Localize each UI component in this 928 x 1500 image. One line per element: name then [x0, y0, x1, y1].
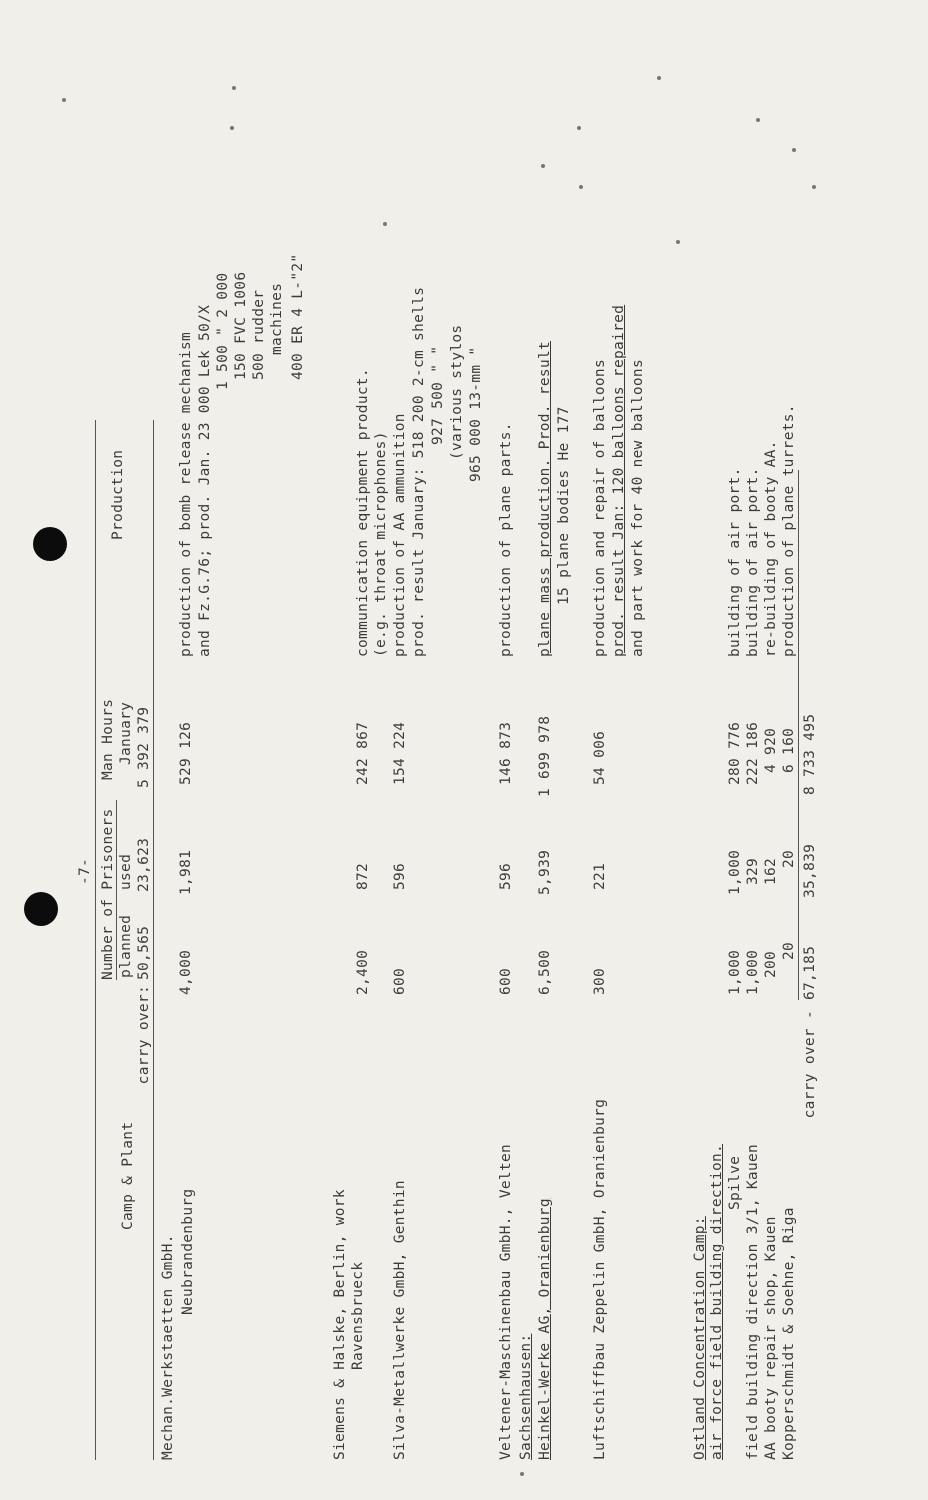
row-used: 596 — [498, 862, 514, 890]
row-production-line: 965 000 13-mm " — [468, 346, 484, 482]
row-name: Sachsenhausen: — [518, 1333, 534, 1460]
ostland-item-used: 329 — [745, 857, 761, 885]
row-planned: 300 — [592, 967, 608, 995]
ostland-item-production: building of air port. — [745, 467, 761, 657]
row-name: Silva-Metallwerke GmbH, Genthin — [392, 1180, 408, 1460]
row-name: Veltener-Maschinenbau GmbH., Velten — [498, 1143, 514, 1460]
header-bottom-rule — [153, 420, 154, 1460]
page-number: -7- — [77, 857, 93, 885]
ostland-item-hours: 280 776 — [727, 721, 743, 785]
row-planned: 4,000 — [178, 949, 194, 995]
header-used: used — [118, 853, 134, 890]
row-production-line: 400 ER 4 L-"2" — [290, 253, 306, 380]
totals-rule — [798, 470, 799, 1000]
row-name-location: Neubrandenburg — [180, 1188, 196, 1315]
header-prisoners: Number of Prisoners — [100, 808, 116, 980]
row-hours: 529 126 — [178, 721, 194, 785]
row-used: 221 — [592, 862, 608, 890]
row-hours: 146 873 — [498, 721, 514, 785]
row-planned: 6,500 — [537, 949, 553, 995]
ostland-item-planned: 1,000 — [727, 949, 743, 995]
carry-over-top-hours: 5 392 379 — [136, 706, 152, 788]
row-production-line: production of AA ammunition — [392, 413, 408, 657]
ostland-item-hours: 4 920 — [763, 727, 779, 773]
ostland-item-name: Spilve — [727, 1155, 743, 1210]
row-production-line: (e.g. throat microphones) — [373, 431, 389, 657]
row-name-location: Heinkel-Werke AG, Oranienburg — [537, 1198, 553, 1460]
ostland-title: Ostland Concentration Camp: — [692, 1216, 708, 1460]
header-man-hours: Man Hours — [100, 698, 116, 780]
ostland-subtitle: air force field building direction. — [709, 1143, 725, 1460]
row-production-line: production and repair of balloons — [592, 359, 608, 657]
row-used: 1,981 — [178, 849, 194, 895]
row-name: Luftschiffbau Zeppelin GmbH, Oranienburg — [592, 1098, 608, 1460]
row-production-line: 150 FVC 1006 — [233, 271, 249, 380]
row-used: 596 — [392, 862, 408, 890]
ostland-item-production: building of air port. — [727, 467, 743, 657]
row-production-line: and Fz.G.76; prod. Jan. 23 000 Lek 50/X — [197, 304, 213, 657]
row-planned: 2,400 — [355, 949, 371, 995]
header-production: Production — [110, 449, 126, 540]
row-production-line: production of bomb release mechanism — [178, 331, 194, 657]
row-production-line: 1 500 " 2 000 — [215, 272, 231, 390]
row-production-line: plane mass production. Prod. result — [537, 340, 553, 657]
row-production-line: machines — [269, 282, 285, 355]
ostland-item-production: production of plane turrets. — [781, 404, 797, 657]
carry-over-bottom-hours: 8 733 495 — [802, 713, 818, 795]
header-top-rule — [95, 420, 96, 1460]
row-production-line: prod. result Jan: 120 balloons repaired — [611, 304, 627, 657]
ostland-item-used: 20 — [781, 849, 797, 868]
row-planned: 600 — [498, 967, 514, 995]
ostland-item-used: 162 — [763, 857, 779, 885]
row-production-line: (various stylos — [449, 324, 465, 460]
ostland-item-name: Kopperschmidt & Soehne, Riga — [781, 1207, 797, 1460]
row-name-location: Ravensbrueck — [350, 1261, 366, 1370]
carry-over-bottom-used: 35,839 — [802, 843, 818, 898]
row-production-line: 927 500 " " — [430, 345, 446, 445]
header-planned: planned — [118, 914, 134, 978]
header-january: January — [118, 701, 134, 765]
ostland-item-planned: 200 — [763, 950, 779, 978]
ostland-item-used: 1,000 — [727, 849, 743, 895]
carry-over-top-used: 23,623 — [136, 837, 152, 892]
row-hours: 242 867 — [355, 721, 371, 785]
row-hours: 154 224 — [392, 721, 408, 785]
row-planned: 600 — [392, 967, 408, 995]
row-name: Siemens & Halske, Berlin, work — [332, 1189, 348, 1460]
row-production-line: production of plane parts. — [498, 422, 514, 657]
carry-over-top-planned: 50,565 — [136, 925, 152, 980]
row-used: 5,939 — [537, 849, 553, 895]
row-production-line: 500 rudder — [251, 289, 267, 380]
ostland-item-production: re-building of booty AA. — [763, 440, 779, 657]
ostland-item-hours: 222 186 — [745, 721, 761, 785]
carry-over-bottom-planned: 67,185 — [802, 945, 818, 1000]
ostland-item-hours: 6 160 — [781, 727, 797, 773]
row-used: 872 — [355, 862, 371, 890]
header-camp-plant: Camp & Plant — [120, 1121, 136, 1230]
row-name: Mechan.Werkstaetten GmbH. — [160, 1234, 176, 1460]
ostland-item-name: AA booty repair shop, Kauen — [763, 1216, 779, 1460]
carry-over-bottom-label: carry over - — [802, 1010, 818, 1119]
prisoners-rule — [116, 800, 117, 980]
row-production-line: 15 plane bodies He 177 — [556, 406, 572, 605]
row-hours: 54 006 — [592, 730, 608, 785]
ostland-item-name: field building direction 3/1, Kauen — [745, 1143, 761, 1460]
row-production-line: and part work for 40 new balloons — [630, 359, 646, 657]
row-hours: 1 699 978 — [537, 715, 553, 797]
row-production-line: prod. result January: 518 200 2-cm shells — [411, 286, 427, 657]
ostland-item-planned: 20 — [781, 941, 797, 960]
ostland-item-planned: 1,000 — [745, 949, 761, 995]
carry-over-top-label: carry over: — [136, 985, 152, 1085]
row-production-line: communication equipment product. — [355, 368, 371, 657]
